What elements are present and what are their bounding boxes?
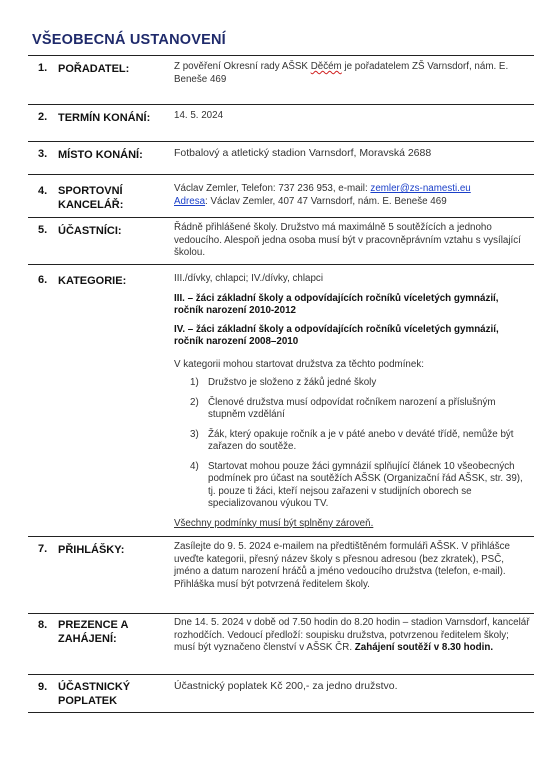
category-intro: III./dívky, chlapci; IV./dívky, chlapci [174,273,324,284]
conditions-list [174,377,530,511]
section-1 [28,56,534,105]
section-6 [28,265,534,535]
section-label: POŘADATEL: [58,63,130,75]
section-number: 8. [38,619,48,631]
section-content [174,273,530,530]
section-content: Z pověření Okresní rady AŠSK Děčém je pořadatelem ZŠ Varnsdorf, nám. E. Beneše 469 [174,61,509,85]
section-4 [28,175,534,218]
list-item: 4) Startovat mohou pouze žáci gymnázií splňující článek 10 všeobecných podmínek pro účast na soutěžích AŠSK (Organizační řád AŠSK, str. 39), tj. pouze ti žáci, kteří nejsou zařazeni v studijních oborech se specializovanou výukou TV. [190,460,523,509]
misspelled-word: Děčém [310,61,342,72]
section-9 [28,675,534,713]
email-link[interactable]: zemler@zs-namesti.eu [370,183,471,194]
section-number: 2. [38,111,48,123]
section-number: 4. [38,185,48,197]
section-content: Dne 14. 5. 2024 v době od 7.50 hodin do 8.20 hodin – stadion Varnsdorf, kancelář rozhodčích. Vedoucí předloží: soupisku družstva, potvrzenou ředitelem školy; musí být vyznačeno členství v AŠSK ČR. Zahájení soutěží v 8.30 hodin. [174,617,530,653]
section-label: TERMÍN KONÁNÍ: [58,112,151,124]
section-label: SPORTOVNÍ KANCELÁŘ: [58,185,124,211]
conditions-footer: Všechny podmínky musí být splněny zároveň. [174,517,374,529]
category-iii: III. – žáci základní školy a odpovídajících ročníků víceletých gymnázií, ročník narození 2010-2012 [174,292,499,316]
list-item: 1) Družstvo je složeno z žáků jedné školy [190,377,377,388]
section-label: KATEGORIE: [58,275,127,287]
section-content: Řádně přihlášené školy. Družstvo má maximálně 5 soutěžících a jednoho vedoucího. Alespoň jedna osoba musí být v pracovněprávním vztahu s vysílající školou. [174,222,521,258]
category-iv: IV. – žáci základní školy a odpovídajících ročníků víceletých gymnázií, ročník narození 2008–2010 [174,323,499,347]
section-number: 5. [38,224,48,236]
section-content: Václav Zemler, Telefon: 737 236 953, e-mail: zemler@zs-namesti.eu Adresa: Václav Zemler, 407 47 Varnsdorf, nám. E. Beneše 469 [174,183,471,207]
section-content: Fotbalový a atletický stadion Varnsdorf, Moravská 2688 [174,147,432,159]
section-3 [28,142,534,175]
start-time: Zahájení soutěží v 8.30 hodin. [354,642,494,653]
section-content: 14. 5. 2024 [174,110,224,121]
section-content: Zasílejte do 9. 5. 2024 e-mailem na předtištěném formuláři AŠSK. V přihlášce uveďte kategorii, přesný název školy s přesnou adresou (bez zkratek), PSČ, jméno a datum narození hráčů a jméno vedoucího družstva (telefon, e-mail). Přihláška musí být potvrzená ředitelem školy. [174,541,510,590]
section-2 [28,105,534,142]
section-label: MÍSTO KONÁNÍ: [58,149,143,161]
address-label: Adresa [174,195,206,207]
section-number: 7. [38,543,48,555]
section-label: PŘIHLÁŠKY: [58,544,125,556]
section-label: ÚČASTNICKÝ POPLATEK [58,681,131,707]
list-item: 3) Žák, který opakuje ročník a je v páté anebo v deváté třídě, nemůže být zařazen do soutěže. [190,428,514,452]
section-content: Účastnický poplatek Kč 200,- za jedno družstvo. [174,680,398,692]
section-number: 6. [38,274,48,286]
section-label: ÚČASTNÍCI: [58,225,122,237]
section-number: 9. [38,681,48,693]
section-number: 3. [38,148,48,160]
page-title: VŠEOBECNÁ USTANOVENÍ [32,32,226,48]
section-7 [28,536,534,614]
section-number: 1. [38,62,48,74]
section-8 [28,613,534,675]
section-5 [28,218,534,265]
list-item: 2) Členové družstva musí odpovídat ročníkem narození a příslušným stupněm vzdělání [190,396,496,420]
conditions-intro: V kategorii mohou startovat družstva za těchto podmínek: [174,358,424,370]
section-label: PREZENCE A ZAHÁJENÍ: [58,619,129,645]
